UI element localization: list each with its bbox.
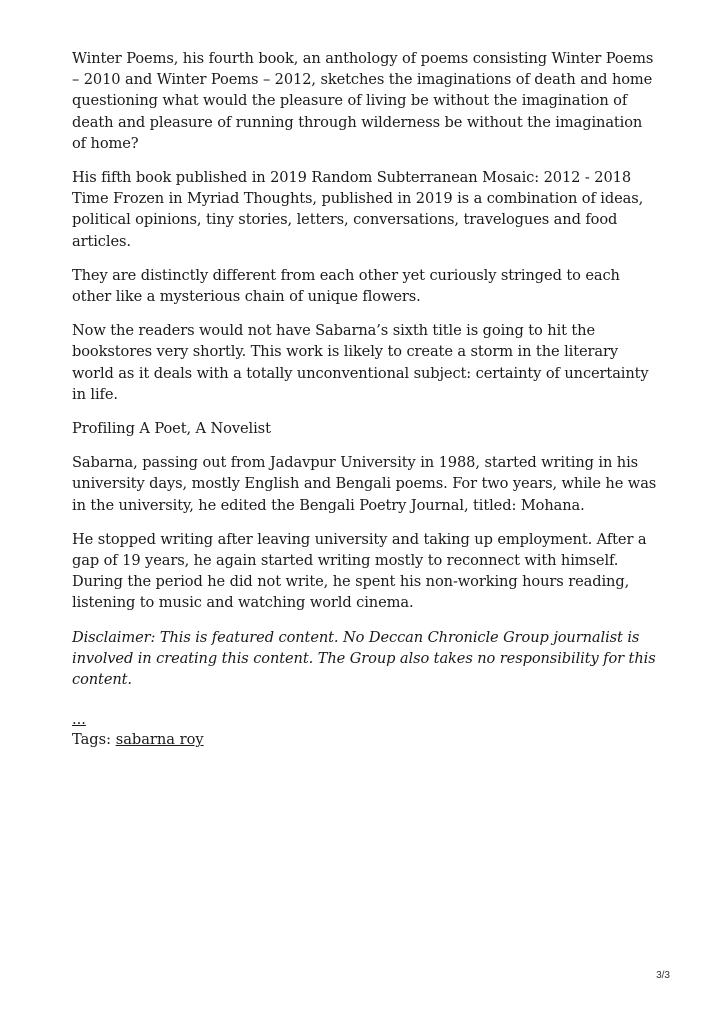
tag-link[interactable]: sabarna roy bbox=[115, 731, 204, 749]
ellipsis-link[interactable]: ... bbox=[72, 711, 86, 729]
page-number: 3/3 bbox=[656, 970, 670, 981]
paragraph-winter-poems: Winter Poems, his fourth book, an anthology of poems consisting Winter Poems – 2010 and Winter Poems – 2012, sketches the imaginations of death and home questioning what would the pleasure of living be without the imagination of death and pleasure of running through wilderness be without the imagination of home? bbox=[72, 50, 654, 152]
tags-row bbox=[72, 730, 660, 750]
tags-label: Tags: bbox=[72, 731, 116, 749]
article-footer bbox=[72, 710, 660, 750]
paragraph-jadavpur: Sabarna, passing out from Jadavpur University in 1988, started writing in his university days, mostly English and Bengali poems. For two years, while he was in the university, he edited the Bengali Poetry Journal, titled: Mohana. bbox=[72, 454, 657, 514]
paragraph-distinctly-different: They are distinctly different from each other yet curiously stringed to each other like a mysterious chain of unique flowers. bbox=[72, 266, 620, 306]
paragraph-fifth-book: His fifth book published in 2019 Random Subterranean Mosaic: 2012 - 2018 Time Frozen in Myriad Thoughts, published in 2019 is a combination of ideas, political opinions, tiny stories, letters, conversations, travelogues and food articles. bbox=[72, 169, 644, 250]
section-heading: Profiling A Poet, A Novelist bbox=[72, 420, 271, 438]
ellipsis-row bbox=[72, 710, 660, 730]
disclaimer: Disclaimer: This is featured content. No Deccan Chronicle Group journalist is involved in creating this content. The Group also takes no responsibility for this content. bbox=[72, 628, 656, 689]
paragraph-stopped-writing: He stopped writing after leaving university and taking up employment. After a gap of 19 years, he again started writing mostly to reconnect with himself. During the period he did not write, he spent his non-working hours reading, listening to music and watching world cinema. bbox=[72, 530, 647, 612]
article-body bbox=[72, 48, 660, 750]
paragraph-sixth-title: Now the readers would not have Sabarna’s sixth title is going to hit the bookstores very shortly. This work is likely to create a storm in the literary world as it deals with a totally unconventional subject: certainty of uncertainty in life. bbox=[72, 322, 649, 403]
